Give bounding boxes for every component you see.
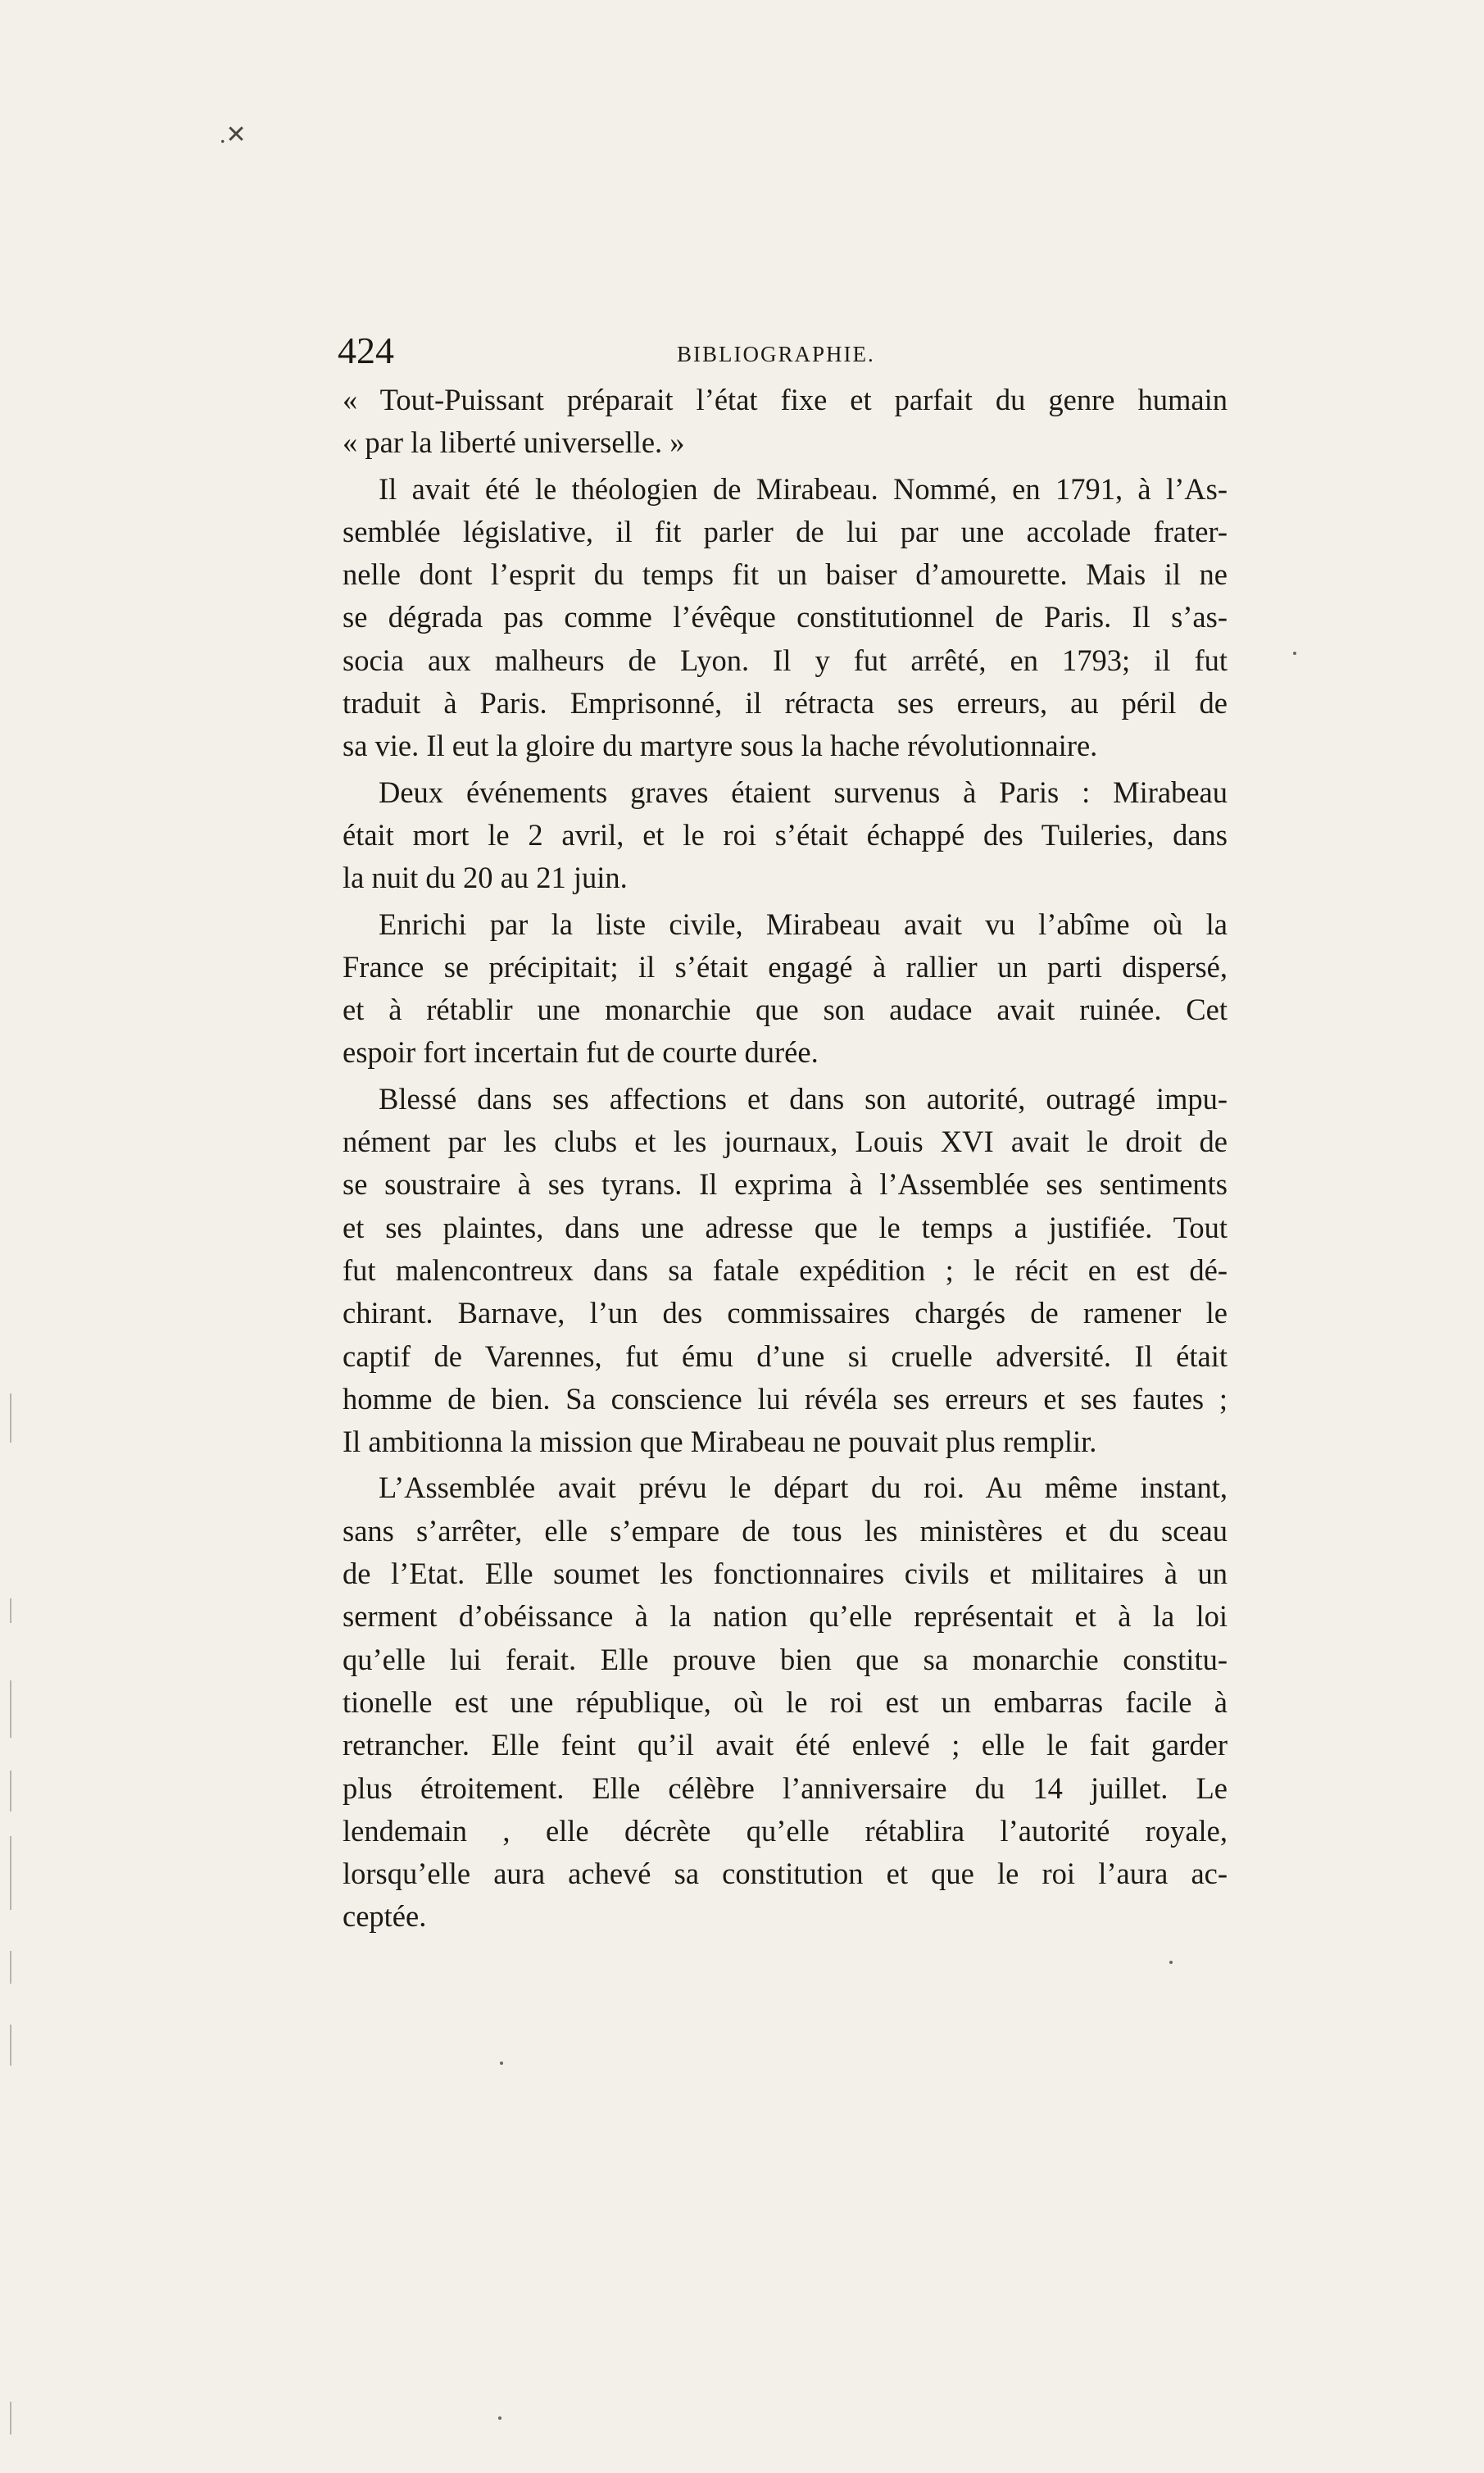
margin-rule bbox=[10, 2025, 11, 2066]
body-text bbox=[343, 379, 1228, 1939]
text-line: fut malencontreux dans sa fatale expédition ; le récit en est dé- bbox=[343, 1252, 1228, 1287]
paragraph bbox=[343, 468, 1228, 768]
text-line: chirant. Barnave, l’un des commissaires chargés de ramener le bbox=[343, 1296, 1228, 1330]
text-line: Il ambitionna la mission que Mirabeau ne pouvait plus remplir. bbox=[343, 1425, 1097, 1459]
text-line: était mort le 2 avril, et le roi s’était échappé des Tuileries, dans bbox=[343, 817, 1228, 852]
page-header bbox=[338, 326, 1223, 375]
text-line: L’Assemblée avait prévu le départ du roi. Au même instant, bbox=[379, 1471, 1228, 1505]
text-line: Blessé dans ses affections et dans son autorité, outragé impu- bbox=[379, 1081, 1228, 1116]
paragraph bbox=[343, 1466, 1228, 1938]
text-line: traduit à Paris. Emprisonné, il rétracta ses erreurs, au péril de bbox=[343, 686, 1228, 721]
page-number: 424 bbox=[338, 330, 394, 371]
text-line: la nuit du 20 au 21 juin. bbox=[343, 861, 628, 895]
text-line: semblée législative, il fit parler de lui par une accolade frater- bbox=[343, 514, 1228, 548]
text-line: Il avait été le théologien de Mirabeau. Nommé, en 1791, à l’As- bbox=[379, 471, 1228, 506]
ink-speck bbox=[500, 2062, 503, 2065]
text-line: retrancher. Elle feint qu’il avait été enlevé ; elle le fait garder bbox=[343, 1728, 1228, 1762]
text-line: se dégrada pas comme l’évêque constitutionnel de Paris. Il s’as- bbox=[343, 600, 1228, 634]
text-line: homme de bien. Sa conscience lui révéla ses erreurs et ses fautes ; bbox=[343, 1381, 1228, 1416]
text-line: France se précipitait; il s’était engagé à rallier un parti dispersé, bbox=[343, 949, 1228, 984]
text-line: tionelle est une république, où le roi est un embarras facile à bbox=[343, 1684, 1228, 1719]
ink-speck bbox=[498, 2416, 501, 2420]
text-line: se soustraire à ses tyrans. Il exprima à l’Assemblée ses sentiments bbox=[343, 1167, 1228, 1202]
text-line: et à rétablir une monarchie que son audace avait ruinée. Cet bbox=[343, 993, 1228, 1027]
text-line: de l’Etat. Elle soumet les fonctionnaires civils et militaires à un bbox=[343, 1557, 1228, 1591]
paragraph bbox=[343, 771, 1228, 900]
margin-rule bbox=[10, 1836, 11, 1910]
text-line: Enrichi par la liste civile, Mirabeau avait vu l’abîme où la bbox=[379, 907, 1228, 941]
text-line: « par la liberté universelle. » bbox=[343, 425, 685, 460]
text-line: sans s’arrêter, elle s’empare de tous les ministères et du sceau bbox=[343, 1513, 1228, 1548]
text-line: nément par les clubs et les journaux, Louis XVI avait le droit de bbox=[343, 1125, 1228, 1159]
paragraph bbox=[343, 903, 1228, 1075]
margin-rule bbox=[10, 1680, 11, 1738]
text-line: Deux événements graves étaient survenus à Paris : Mirabeau bbox=[379, 775, 1228, 809]
margin-rule bbox=[10, 1598, 11, 1623]
paragraph bbox=[343, 1078, 1228, 1464]
corner-mark: .✕ bbox=[220, 121, 247, 148]
text-line: plus étroitement. Elle célèbre l’anniversaire du 14 juillet. Le bbox=[343, 1771, 1228, 1805]
margin-rule bbox=[10, 1771, 11, 1812]
text-line: nelle dont l’esprit du temps fit un baiser d’amourette. Mais il ne bbox=[343, 557, 1228, 592]
paragraph bbox=[343, 379, 1228, 465]
text-line: captif de Varennes, fut ému d’une si cruelle adversité. Il était bbox=[343, 1339, 1228, 1373]
text-line: ceptée. bbox=[343, 1899, 427, 1934]
text-line: espoir fort incertain fut de courte durée. bbox=[343, 1035, 819, 1070]
margin-rule bbox=[10, 1951, 11, 1984]
text-line: « Tout-Puissant préparait l’état fixe et parfait du genre humain bbox=[343, 383, 1228, 416]
ink-speck bbox=[1169, 1961, 1173, 1964]
text-line: lendemain , elle décrète qu’elle rétablira l’autorité royale, bbox=[343, 1813, 1228, 1848]
text-line: sa vie. Il eut la gloire du martyre sous la hache révolutionnaire. bbox=[343, 729, 1098, 763]
text-line: serment d’obéissance à la nation qu’elle représentait et à la loi bbox=[343, 1599, 1228, 1634]
text-line: lorsqu’elle aura achevé sa constitution et que le roi l’aura ac- bbox=[343, 1857, 1228, 1891]
text-line: qu’elle lui ferait. Elle prouve bien que sa monarchie constitu- bbox=[343, 1642, 1228, 1676]
text-line: socia aux malheurs de Lyon. Il y fut arrêté, en 1793; il fut bbox=[343, 643, 1228, 677]
margin-rule bbox=[10, 1393, 11, 1443]
ink-speck bbox=[1293, 652, 1296, 655]
running-head: BIBLIOGRAPHIE. bbox=[677, 342, 875, 366]
margin-rule bbox=[10, 2402, 11, 2434]
text-line: et ses plaintes, dans une adresse que le temps a justifiée. Tout bbox=[343, 1210, 1228, 1244]
